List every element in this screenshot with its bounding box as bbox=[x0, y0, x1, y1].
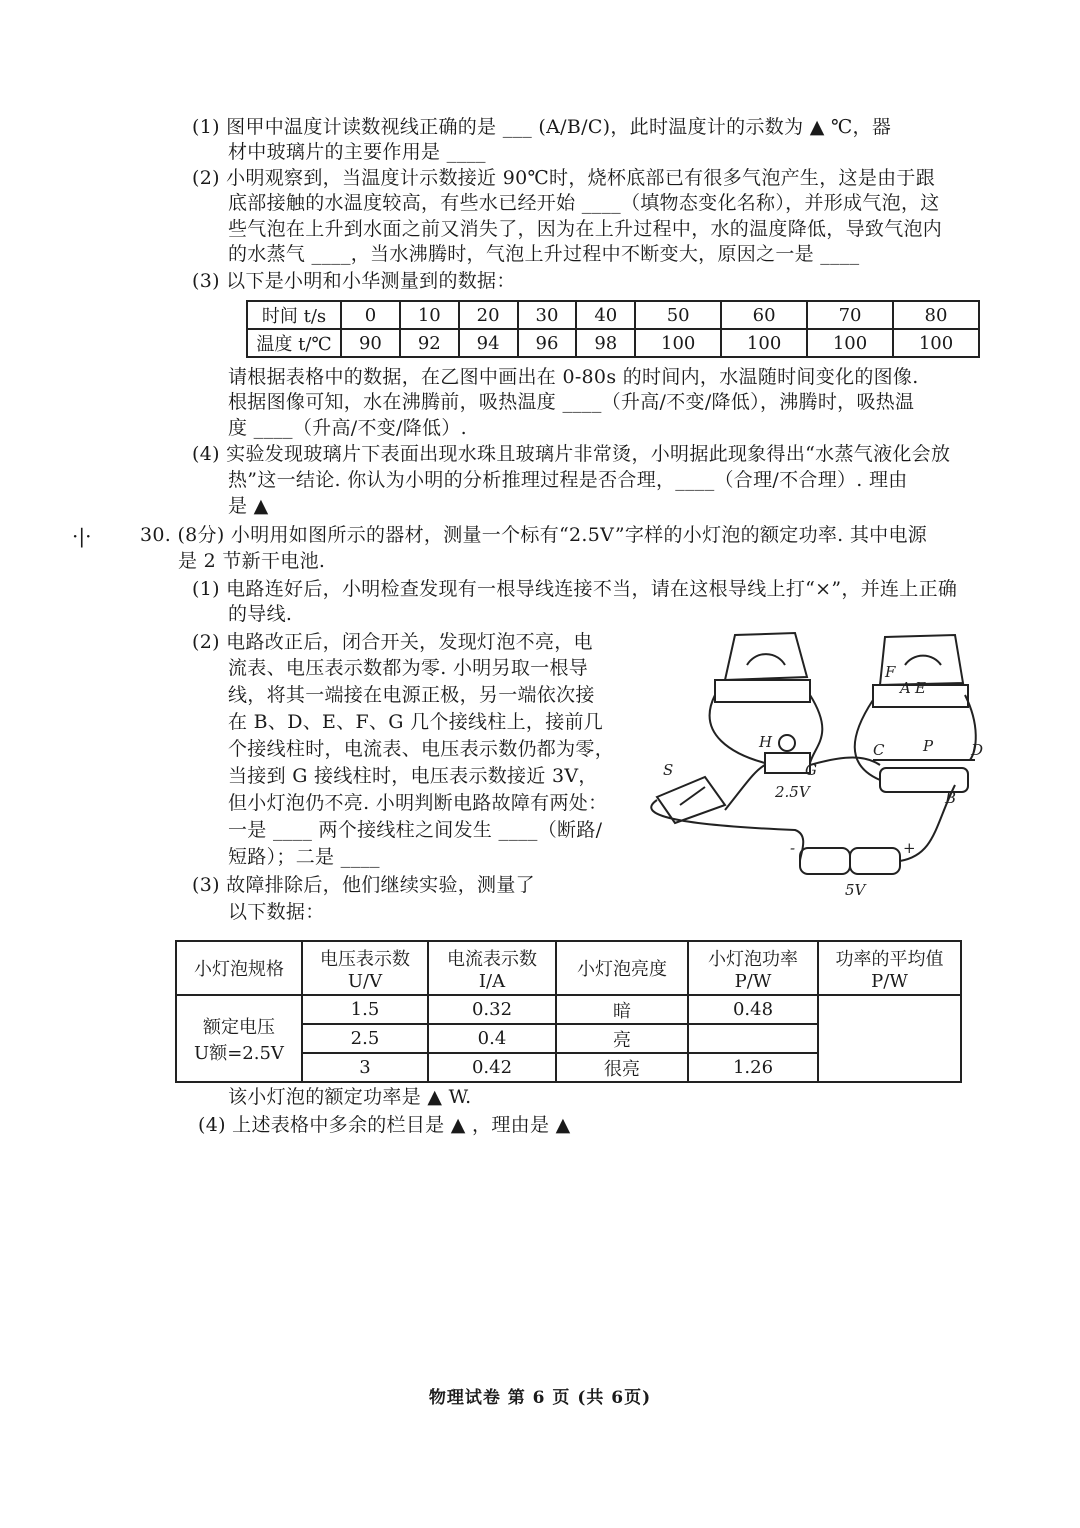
power-cell: 0.48 bbox=[688, 995, 818, 1024]
handwritten-5v: 5V bbox=[845, 881, 866, 899]
label-e: E bbox=[915, 679, 926, 697]
brightness-cell: 暗 bbox=[556, 995, 688, 1024]
q29-part3-line3: 度 ____（升高/不变/降低）. bbox=[228, 417, 467, 439]
q29-part2-line4: 的水蒸气 ____，当水沸腾时，气泡上升过程中不断变大，原因之一是 ____ bbox=[228, 243, 860, 265]
voltmeter-body bbox=[725, 633, 807, 680]
temp-cell: 100 bbox=[635, 329, 721, 357]
q30-part2-line6: 当接到 G 接线柱时，电压表示数接近 3V， bbox=[228, 765, 598, 787]
brightness-cell: 很亮 bbox=[556, 1053, 688, 1082]
q30-part2-line8: 一是 ____ 两个接线柱之间发生 ____（断路/ bbox=[228, 819, 603, 841]
average-power-cell bbox=[818, 995, 961, 1082]
label-a: A bbox=[900, 679, 911, 697]
temperature-table bbox=[246, 300, 980, 358]
battery-1 bbox=[800, 848, 850, 874]
current-cell: 0.4 bbox=[428, 1024, 556, 1053]
q29-part2-line1: (2) 小明观察到，当温度计示数接近 90℃时，烧杯底部已有很多气泡产生，这是由于跟 bbox=[192, 167, 936, 189]
q29-part2-line3: 些气泡在上升到水面之前又消失了，因为在上升过程中，水的温度降低，导致气泡内 bbox=[228, 218, 943, 240]
q29-part3-line1: 请根据表格中的数据，在乙图中画出在 0-80s 的时间内，水温随时间变化的图像. bbox=[228, 366, 919, 388]
q30-part2-line9: 短路）；二是 ____ bbox=[228, 846, 380, 868]
lamp-base bbox=[765, 753, 810, 773]
q30-part1-line1: (1) 电路连好后，小明检查发现有一根导线连接不当，请在这根导线上打“×”，并连上正确 bbox=[192, 578, 958, 600]
time-cell: 70 bbox=[807, 301, 893, 329]
label-c: C bbox=[873, 741, 885, 759]
voltmeter-dial bbox=[747, 654, 785, 665]
circuit-diagram bbox=[635, 625, 984, 900]
header-voltage: 电压表示数 U/V bbox=[302, 941, 428, 995]
header-brightness: 小灯泡亮度 bbox=[556, 941, 688, 995]
temp-cell: 90 bbox=[341, 329, 400, 357]
power-cell bbox=[688, 1024, 818, 1053]
switch-base bbox=[657, 777, 725, 823]
q30-rated-power: 该小灯泡的额定功率是 ▲ W. bbox=[228, 1086, 472, 1108]
wire bbox=[810, 695, 822, 763]
temp-cell: 98 bbox=[576, 329, 635, 357]
label-d: D bbox=[971, 741, 984, 759]
brightness-cell: 亮 bbox=[556, 1024, 688, 1053]
q30-part2-line4: 在 B、D、E、F、G 几个接线柱上，接前几 bbox=[228, 711, 604, 733]
temp-cell: 94 bbox=[459, 329, 518, 357]
voltage-cell: 1.5 bbox=[302, 995, 428, 1024]
q30-part4: (4) 上述表格中多余的栏目是 ▲ ，理由是 ▲ bbox=[198, 1114, 571, 1136]
q30-part1-line2: 的导线. bbox=[228, 603, 293, 625]
q30-part2-line1: (2) 电路改正后，闭合开关，发现灯泡不亮，电 bbox=[192, 631, 593, 653]
table-row bbox=[247, 301, 979, 329]
q30-part2-line5: 个接线柱时，电流表、电压表示数仍都为零， bbox=[228, 738, 615, 760]
q30-intro-line1: 30. (8分) 小明用如图所示的器材，测量一个标有“2.5V”字样的小灯泡的额定功率. 其中电源 bbox=[140, 524, 928, 546]
header-spec: 小灯泡规格 bbox=[176, 941, 302, 995]
temp-cell: 100 bbox=[721, 329, 807, 357]
temp-cell: 100 bbox=[893, 329, 979, 357]
temp-cell: 96 bbox=[518, 329, 577, 357]
table-header-row bbox=[176, 941, 961, 995]
lamp-data-table bbox=[175, 940, 962, 1083]
wire bbox=[710, 695, 765, 763]
q30-part3-line2: 以下数据： bbox=[228, 901, 325, 923]
time-cell: 40 bbox=[576, 301, 635, 329]
table-row bbox=[176, 995, 961, 1024]
q29-part1-line1: (1) 图甲中温度计读数视线正确的是 ___ (A/B/C)，此时温度计的示数为 ▲ ℃，器 bbox=[192, 116, 892, 138]
q30-part2-line3: 线，将其一端接在电源正极，另一端依次接 bbox=[228, 684, 595, 706]
q30-part2-line7: 但小灯泡仍不亮. 小明判断电路故障有两处： bbox=[228, 792, 608, 814]
spec-cell: 额定电压 U额=2.5V bbox=[176, 995, 302, 1082]
label-minus: - bbox=[790, 839, 796, 857]
time-cell: 0 bbox=[341, 301, 400, 329]
label-g: G bbox=[805, 761, 817, 779]
time-cell: 20 bbox=[459, 301, 518, 329]
voltage-cell: 3 bbox=[302, 1053, 428, 1082]
label-h: H bbox=[759, 733, 773, 751]
q29-part2-line2: 底部接触的水温度较高，有些水已经开始 ____（填物态变化名称），并形成气泡，这 bbox=[228, 192, 940, 214]
time-header: 时间 t/s bbox=[247, 301, 341, 329]
label-p: P bbox=[923, 737, 934, 755]
q30-part2-line2: 流表、电压表示数都为零. 小明另取一根导 bbox=[228, 657, 589, 679]
switch-lever bbox=[680, 787, 705, 805]
power-cell: 1.26 bbox=[688, 1053, 818, 1082]
q29-part1-line2: 材中玻璃片的主要作用是 ____ bbox=[228, 141, 486, 163]
label-b: B bbox=[945, 789, 957, 807]
ammeter-dial bbox=[905, 656, 941, 665]
label-plus: + bbox=[903, 839, 916, 857]
header-average-power: 功率的平均值 P/W bbox=[818, 941, 961, 995]
wire bbox=[651, 800, 803, 861]
lamp-bulb bbox=[779, 735, 795, 751]
current-cell: 0.42 bbox=[428, 1053, 556, 1082]
temp-header: 温度 t/℃ bbox=[247, 329, 341, 357]
time-cell: 60 bbox=[721, 301, 807, 329]
voltage-cell: 2.5 bbox=[302, 1024, 428, 1053]
q29-part4-line3: 是 ▲ bbox=[228, 495, 269, 517]
margin-mark: ·|· bbox=[72, 524, 92, 548]
time-cell: 80 bbox=[893, 301, 979, 329]
header-power: 小灯泡功率 P/W bbox=[688, 941, 818, 995]
q29-part3-line2: 根据图像可知，水在沸腾前，吸热温度 ____（升高/不变/降低），沸腾时，吸热温 bbox=[228, 391, 915, 413]
q29-part3-label: (3) 以下是小明和小华测量到的数据： bbox=[192, 270, 516, 292]
current-cell: 0.32 bbox=[428, 995, 556, 1024]
q30-part3-line1: (3) 故障排除后，他们继续实验，测量了 bbox=[192, 874, 535, 896]
q30-intro-line2: 是 2 节新干电池. bbox=[178, 550, 326, 572]
time-cell: 10 bbox=[400, 301, 459, 329]
wire bbox=[810, 758, 880, 766]
temp-cell: 100 bbox=[807, 329, 893, 357]
label-f: F bbox=[885, 663, 896, 681]
temp-cell: 92 bbox=[400, 329, 459, 357]
time-cell: 30 bbox=[518, 301, 577, 329]
page-footer: 物理试卷 第 6 页 (共 6页) bbox=[428, 1388, 652, 1408]
q29-part4-line2: 热”这一结论. 你认为小明的分析推理过程是否合理，____（合理/不合理）. 理由 bbox=[228, 469, 908, 491]
q29-part4-line1: (4) 实验发现玻璃片下表面出现水珠且玻璃片非常烫，小明据此现象得出“水蒸气液化会放 bbox=[192, 443, 951, 465]
handwritten-2-5v: 2.5V bbox=[775, 783, 810, 801]
table-row bbox=[247, 329, 979, 357]
voltmeter-base bbox=[715, 680, 810, 702]
wire bbox=[725, 765, 765, 810]
wire bbox=[855, 700, 880, 780]
time-cell: 50 bbox=[635, 301, 721, 329]
header-current: 电流表示数 I/A bbox=[428, 941, 556, 995]
label-s: S bbox=[663, 761, 674, 779]
battery-2 bbox=[850, 848, 900, 874]
